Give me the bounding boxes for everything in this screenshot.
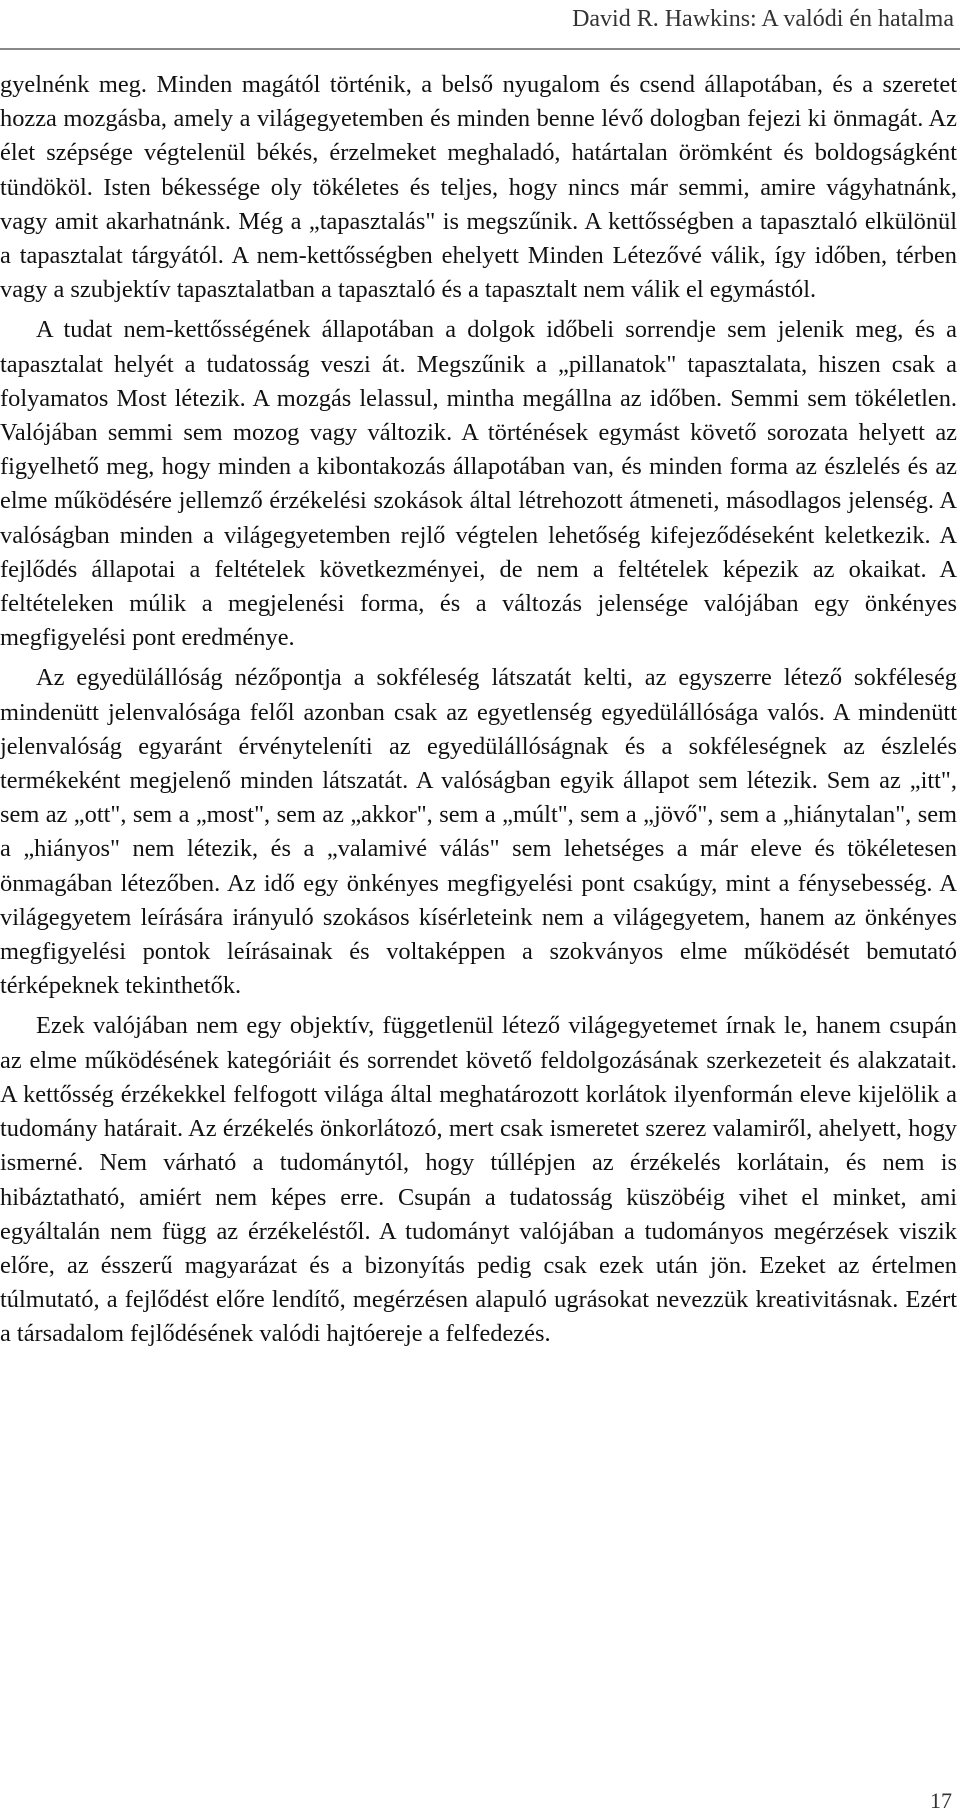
paragraph-4: Ezek valójában nem egy objektív, függetlenül létező világegyetemet írnak le, hanem csupán az elme működésének kategóriáit és sorrendet követő feldolgozásának szerkezeteit és alakzatait. A kettősség érzékekkel felfogott világa által meghatározott korlátok ilyenformán eleve kijelölik a tudomány határait. Az érzékelés önkorlátozó, mert csak ismeretet szerez valamiről, ahelyett, hogy ismerné. Nem várható a tudománytól, hogy túllépjen az érzékelés korlátain, és nem is hibáztatható, amiért nem képes erre. Csupán a tudatosság küszöbéig vihet el minket, ami egyáltalán nem függ az érzékeléstől. A tudományt valójában a tudományos megérzések viszik előre, az ésszerű magyarázat és a bizonyítás pedig csak ezek után jön. Ezeket az értelmen túlmutató, a fejlődést előre lendítő, megérzésen alapuló ugrásokat nevezzük kreativitásnak. Ezért a társadalom fejlődésének valódi hajtóereje a felfedezés. [0,1012,957,1348]
paragraph-2: A tudat nem-kettősségének állapotában a dolgok időbeli sorrendje sem jelenik meg, és a tapasztalat helyét a tudatosság veszi át. Megszűnik a „pillanatok" tapasztalata, hiszen csak a folyamatos Most létezik. A mozgás lelassul, mintha megállna az időben. Semmi sem tökéletlen. Valójában semmi sem mozog vagy változik. A történések egymást követő sorozata helyett az figyelhető meg, hogy minden a kibontakozás állapotában van, és minden forma az észlelés és az elme működésére jellemző érzékelési szokások által létrehozott átmeneti, másodlagos jelenség. A valóságban minden a világegyetemben rejlő végtelen lehetőség kifejeződéseként keletkezik. A fejlődés állapotai a feltételek következményei, de nem a feltételek képezik az okaikat. A feltételeken múlik a megjelenési forma, és a változás jelensége valójában egy önkényes megfigyelési pont eredménye. [0,316,957,652]
running-title: David R. Hawkins: A valódi én hatalma [572,6,954,32]
paragraph-3: Az egyedülállóság nézőpontja a sokféleség látszatát kelti, az egyszerre létező sokféleség mindenütt jelenvalósága felől azonban csak az egyetlenség egyedülállósága valós. A mindenütt jelenvalóság egyaránt érvényteleníti az egyedülállóságnak és a sokféleségnek az észlelés termékeként megjelenő minden látszatát. A valóságban egyik állapot sem létezik. Sem az „itt", sem az „ott", sem a „most", sem az „akkor", sem a „múlt", sem a „jövő", sem a „hiánytalan", sem a „hiányos" nem létezik, és a „valamivé válás" sem lehetséges a már eleve és tökéletesen önmagában létezőben. Az idő egy önkényes megfigyelési pont csakúgy, mint a fénysebesség. A világegyetem leírására irányuló szokásos kísérleteink nem a világegyetem, hanem az önkényes megfigyelési pontok leírásainak és voltaképpen a szokványos elme működését bemutató térképeknek tekinthetők. [0,664,957,1000]
paragraph-1: gyelnénk meg. Minden magától történik, a belső nyugalom és csend állapotában, és a szeretet hozza mozgásba, amely a világegyetemben és minden benne lévő dologban fejezi ki önmagát. Az élet szépsége végtelenül békés, érzelmeket meghaladó, határtalan örömként és boldogságként tündököl. Isten békessége oly tökéletes és teljes, hogy nincs már semmi, amire vágyhatnánk, vagy amit akarhatnánk. Még a „tapasztalás" is megszűnik. A kettősségben a tapasztaló elkülönül a tapasztalat tárgyától. A nem-kettősségben ehelyett Minden Létezővé válik, így időben, térben vagy a szubjektív tapasztalatban a tapasztaló és a tapasztalt nem válik el egymástól. [0,71,957,304]
page-header [0,0,960,50]
page-number: 17 [930,1788,952,1813]
body-text [0,68,957,1358]
